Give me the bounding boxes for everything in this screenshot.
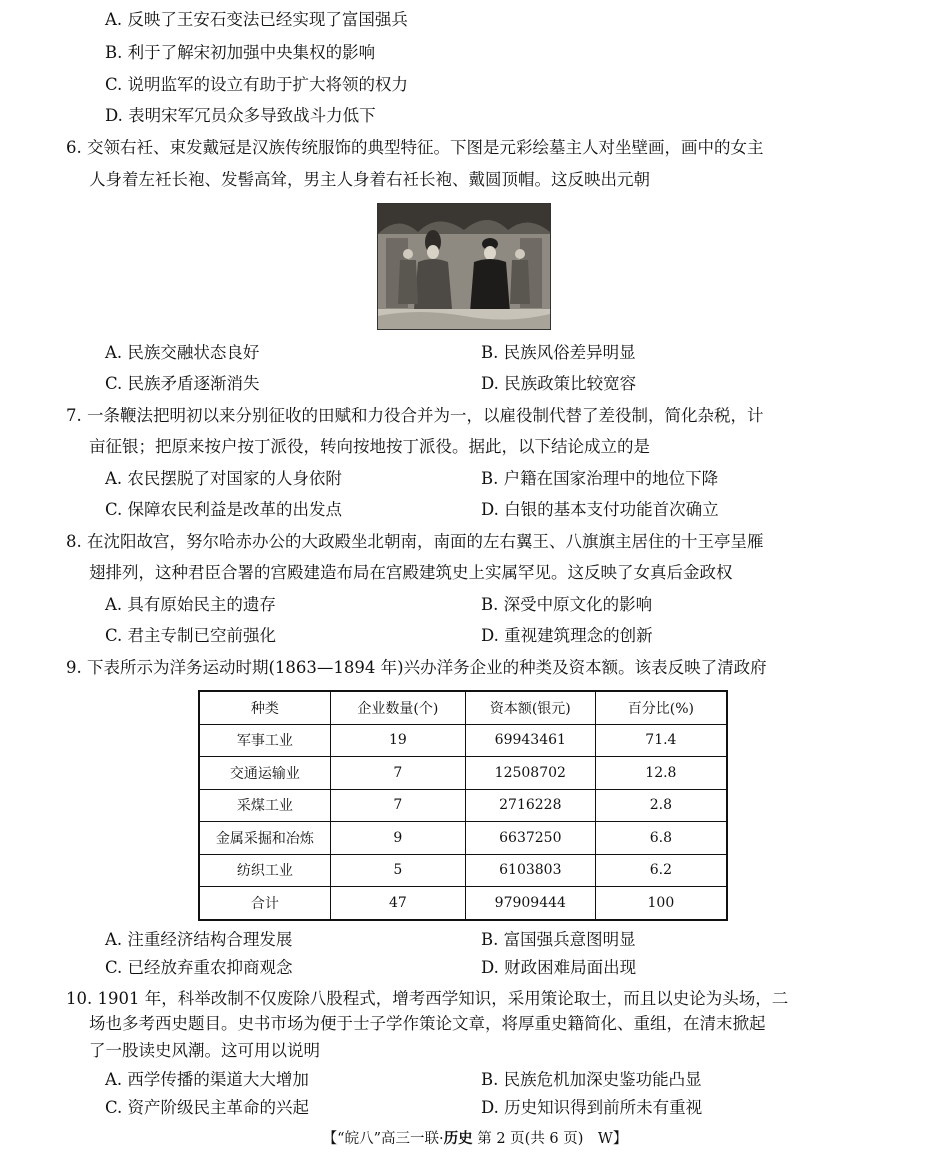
table-cell: 合计 xyxy=(199,887,330,920)
q7-option-a: A. 农民摆脱了对国家的人身依附 xyxy=(105,469,342,488)
table-cell: 7 xyxy=(330,789,465,822)
table-row xyxy=(199,789,727,822)
q10-option-c: C. 资产阶级民主革命的兴起 xyxy=(105,1098,310,1117)
q6-stem-line2: 人身着左衽长袍、发髻高耸，男主人身着右衽长袍、戴圆顶帽。这反映出元朝 xyxy=(89,170,650,189)
page-footer xyxy=(0,1132,950,1147)
q9-option-c: C. 已经放弃重农抑商观念 xyxy=(105,958,293,977)
q10-option-b: B. 民族危机加深史鉴功能凸显 xyxy=(481,1070,702,1089)
q7-option-d: D. 白银的基本支付功能首次确立 xyxy=(481,500,719,519)
q5-option-d: D. 表明宋军冗员众多导致战斗力低下 xyxy=(105,106,376,125)
table-cell: 金属采掘和冶炼 xyxy=(199,822,330,855)
q7-option-b: B. 户籍在国家治理中的地位下降 xyxy=(481,469,719,488)
table-cell: 19 xyxy=(330,724,465,757)
table-row xyxy=(199,822,727,855)
q10-stem-line3: 了一股读史风潮。这可用以说明 xyxy=(89,1041,320,1060)
footer-exam-name: 【“皖八”高三一联· xyxy=(322,1131,444,1147)
footer-page-number: 第 2 页(共 6 页) W】 xyxy=(472,1131,628,1147)
q8-option-c: C. 君主专制已空前强化 xyxy=(105,626,277,645)
table-cell: 6103803 xyxy=(465,854,595,887)
q6-option-a: A. 民族交融状态良好 xyxy=(105,343,260,362)
table-cell: 12508702 xyxy=(465,757,595,790)
table-cell: 100 xyxy=(595,887,727,920)
table-cell: 2.8 xyxy=(595,789,727,822)
q5-option-b: B. 利于了解宋初加强中央集权的影响 xyxy=(105,43,376,62)
q10-option-a: A. 西学传播的渠道大大增加 xyxy=(105,1070,309,1089)
table-cell: 7 xyxy=(330,757,465,790)
table-cell: 69943461 xyxy=(465,724,595,757)
q6-option-b: B. 民族风俗差异明显 xyxy=(481,343,636,362)
q10-option-d: D. 历史知识得到前所未有重视 xyxy=(481,1098,703,1117)
q10-stem-line1: 10. 1901 年，科举改制不仅废除八股程式，增考西学知识，采用策论取士，而且以史论为头场，二 xyxy=(66,989,789,1008)
q9-option-b: B. 富国强兵意图明显 xyxy=(481,930,636,949)
q7-stem-line2: 亩征银；把原来按户按丁派役，转向按地按丁派役。据此，以下结论成立的是 xyxy=(89,437,650,456)
q8-option-d: D. 重视建筑理念的创新 xyxy=(481,626,653,645)
table-cell: 6637250 xyxy=(465,822,595,855)
table-cell: 军事工业 xyxy=(199,724,330,757)
footer-subject: 历史 xyxy=(443,1130,473,1147)
q5-option-c: C. 说明监军的设立有助于扩大将领的权力 xyxy=(105,75,409,94)
q6-stem-line1: 6. 交领右衽、束发戴冠是汉族传统服饰的典型特征。下图是元彩绘墓主人对坐壁画，画中的女主 xyxy=(66,138,764,157)
table-cell: 9 xyxy=(330,822,465,855)
q6-option-d: D. 民族政策比较宽容 xyxy=(481,374,637,393)
q8-stem-line1: 8. 在沈阳故宫，努尔哈赤办公的大政殿坐北朝南，南面的左右翼王、八旗旗主居住的十王亭呈雁 xyxy=(66,532,764,551)
table-header-cell: 百分比(%) xyxy=(595,691,727,724)
table-header-cell: 资本额(银元) xyxy=(465,691,595,724)
table-cell: 2716228 xyxy=(465,789,595,822)
table-cell: 6.2 xyxy=(595,854,727,887)
q8-stem-line2: 翅排列，这种君臣合署的宫殿建造布局在宫殿建筑史上实属罕见。这反映了女真后金政权 xyxy=(89,563,733,582)
q9-option-a: A. 注重经济结构合理发展 xyxy=(105,930,293,949)
table-cell: 71.4 xyxy=(595,724,727,757)
table-cell: 采煤工业 xyxy=(199,789,330,822)
q8-option-a: A. 具有原始民主的遗存 xyxy=(105,595,276,614)
table-header-cell: 企业数量(个) xyxy=(330,691,465,724)
q6-option-c: C. 民族矛盾逐渐消失 xyxy=(105,374,260,393)
enterprise-table xyxy=(198,690,728,921)
table-total-row xyxy=(199,887,727,920)
table-cell: 6.8 xyxy=(595,822,727,855)
q9-option-d: D. 财政困难局面出现 xyxy=(481,958,637,977)
table-cell: 交通运输业 xyxy=(199,757,330,790)
table-cell: 97909444 xyxy=(465,887,595,920)
q10-stem-line2: 场也多考西史题目。史书市场为便于士子学作策论文章，将厚重史籍简化、重组，在清末掀起 xyxy=(89,1014,766,1033)
table-header-row xyxy=(199,691,727,724)
table-cell: 纺织工业 xyxy=(199,854,330,887)
q9-stem-line1: 9. 下表所示为洋务运动时期(1863—1894 年)兴办洋务企业的种类及资本额。该表反映了清政府 xyxy=(66,658,767,677)
table-header-cell: 种类 xyxy=(199,691,330,724)
table-cell: 5 xyxy=(330,854,465,887)
table-cell: 12.8 xyxy=(595,757,727,790)
table-cell: 47 xyxy=(330,887,465,920)
table-row xyxy=(199,724,727,757)
q5-option-a: A. 反映了王安石变法已经实现了富国强兵 xyxy=(105,10,408,29)
q7-option-c: C. 保障农民利益是改革的出发点 xyxy=(105,500,343,519)
q7-stem-line1: 7. 一条鞭法把明初以来分别征收的田赋和力役合并为一，以雇役制代替了差役制，简化杂税，计 xyxy=(66,406,764,425)
table-row xyxy=(199,854,727,887)
table-row xyxy=(199,757,727,790)
q8-option-b: B. 深受中原文化的影响 xyxy=(481,595,653,614)
mural-image xyxy=(377,203,551,330)
mural-figures-illustration xyxy=(378,204,550,329)
